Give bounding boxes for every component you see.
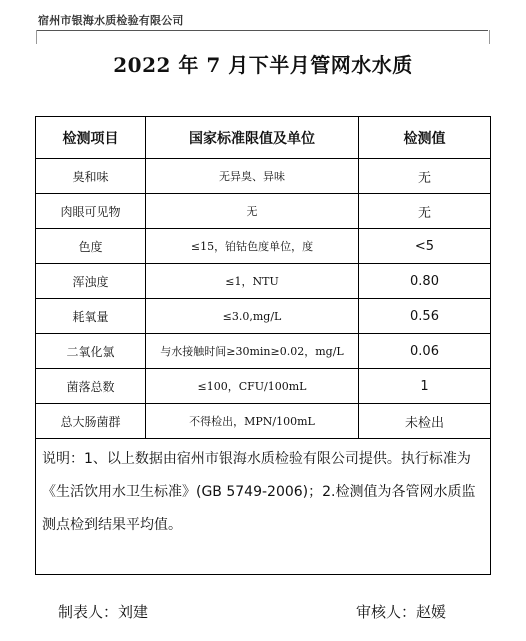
- preparer-signature: 制表人：刘建: [58, 603, 149, 621]
- value-cell: 0.80: [359, 264, 491, 299]
- table-row: [36, 159, 491, 194]
- item-cell: 二氧化氯: [36, 334, 146, 369]
- table-row: [36, 264, 491, 299]
- value-cell: 无: [359, 194, 491, 229]
- water-quality-table: [35, 116, 491, 575]
- column-header-value: 检测值: [359, 117, 491, 159]
- standard-cell: 无异臭、异味: [146, 159, 359, 194]
- note-text: 说明：1、以上数据由宿州市银海水质检验有限公司提供。执行标准为《生活饮用水卫生标准》(GB 5749-2006)；2.检测值为各管网水质监测点检到结果平均值。: [36, 439, 491, 575]
- item-cell: 色度: [36, 229, 146, 264]
- item-cell: 总大肠菌群: [36, 404, 146, 439]
- value-cell: 无: [359, 159, 491, 194]
- table-row: [36, 369, 491, 404]
- standard-cell: 不得检出，MPN/100mL: [146, 404, 359, 439]
- value-cell: <5: [359, 229, 491, 264]
- item-cell: 耗氧量: [36, 299, 146, 334]
- standard-cell: ≤1，NTU: [146, 264, 359, 299]
- table-row: [36, 194, 491, 229]
- reviewer-signature: 审核人：赵媛: [356, 603, 447, 621]
- column-header-item: 检测项目: [36, 117, 146, 159]
- standard-cell: 与水接触时间≥30min≥0.02，mg/L: [146, 334, 359, 369]
- document-title: 2022 年 7 月下半月管网水水质: [113, 53, 413, 77]
- standard-cell: 无: [146, 194, 359, 229]
- item-cell: 臭和味: [36, 159, 146, 194]
- standard-cell: ≤3.0,mg/L: [146, 299, 359, 334]
- crop-mark-left: [26, 30, 37, 44]
- table-row: [36, 299, 491, 334]
- table-header-row: [36, 117, 491, 159]
- note-row: [36, 439, 491, 575]
- item-cell: 肉眼可见物: [36, 194, 146, 229]
- item-cell: 菌落总数: [36, 369, 146, 404]
- standard-cell: ≤15，铂钴色度单位，度: [146, 229, 359, 264]
- crop-mark-right: [489, 30, 500, 44]
- value-cell: 0.06: [359, 334, 491, 369]
- item-cell: 浑浊度: [36, 264, 146, 299]
- table-row: [36, 334, 491, 369]
- table-row: [36, 404, 491, 439]
- header-rule: [36, 30, 488, 31]
- value-cell: 0.56: [359, 299, 491, 334]
- value-cell: 1: [359, 369, 491, 404]
- company-header: 宿州市银海水质检验有限公司: [38, 14, 184, 27]
- table-row: [36, 229, 491, 264]
- value-cell: 未检出: [359, 404, 491, 439]
- column-header-standard: 国家标准限值及单位: [146, 117, 359, 159]
- standard-cell: ≤100，CFU/100mL: [146, 369, 359, 404]
